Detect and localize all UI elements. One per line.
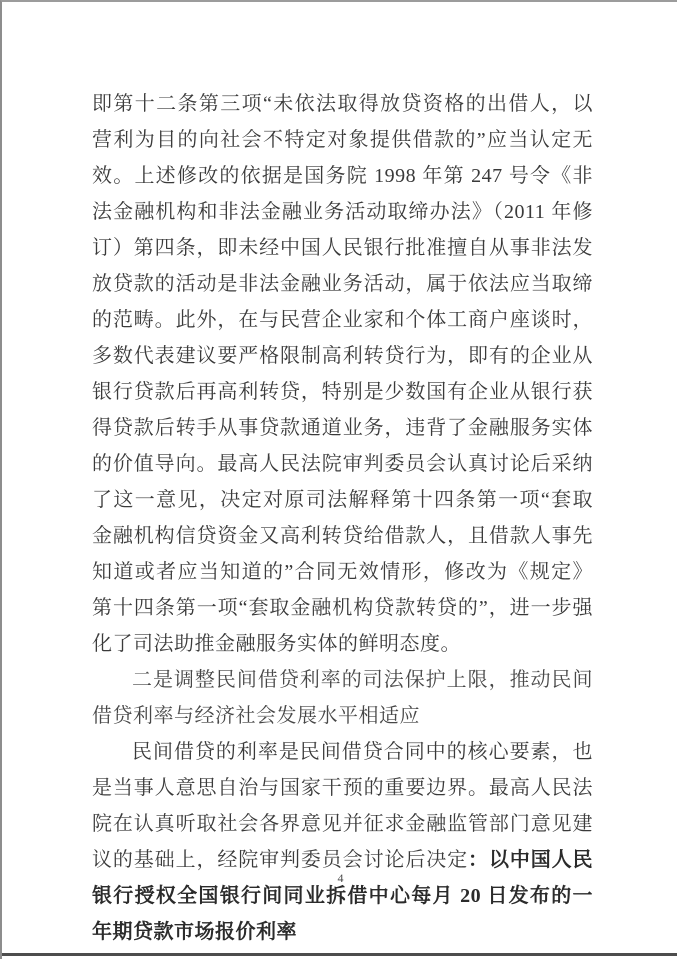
paragraph-continuation	[92, 86, 593, 662]
page-body-text	[92, 86, 593, 950]
paragraph-body-regular-text: 民间借贷的利率是民间借贷合同中的核心要素，也是当事人意思自治与国家干预的重要边界。最高人民法院在认真听取社会各界意见并征求金融监管部门意见建议的基础上，经院审判委员会讨论后决定	[92, 741, 593, 871]
paragraph-body	[92, 734, 593, 950]
section-heading	[92, 662, 593, 734]
page-number: 4	[337, 871, 344, 885]
bold-emphasis-text: ：以中国人民银行授权全国银行间同业拆借中心每月 20 日发布的一年期贷款市场报价利率	[92, 849, 594, 943]
page-bottom-edge	[2, 953, 677, 956]
paragraph-continuation-text: 即第十二条第三项“未依法取得放贷资格的出借人，以营利为目的向社会不特定对象提供借款的”应当认定无效。上述修改的依据是国务院 1998 年第 247 号令《非法金融机构和非法金融业务活动取缔办法》（2011 年修订）第四条，即未经中国人民银行批准擅自从事非法发放贷款的活动是非法金融业务活动，属于依法应当取缔的范畴。此外，在与民营企业家和个体工商户座谈时，多数代表建议要严格限制高利转贷行为，即有的企业从银行贷款后再高利转贷，特别是少数国有企业从银行获得贷款后转手从事贷款通道业务，违背了金融服务实体的价值导向。最高人民法院审判委员会认真讨论后采纳了这一意见，决定对原司法解释第十四条第一项“套取金融机构信贷资金又高利转贷给借款人，且借款人事先知道或者应当知道的”合同无效情形，修改为《规定》第十四条第一项“套取金融机构贷款转贷的”，进一步强化了司法助推金融服务实体的鲜明态度。	[92, 93, 593, 655]
section-heading-text: 二是调整民间借贷利率的司法保护上限，推动民间借贷利率与经济社会发展水平相适应	[92, 669, 593, 727]
